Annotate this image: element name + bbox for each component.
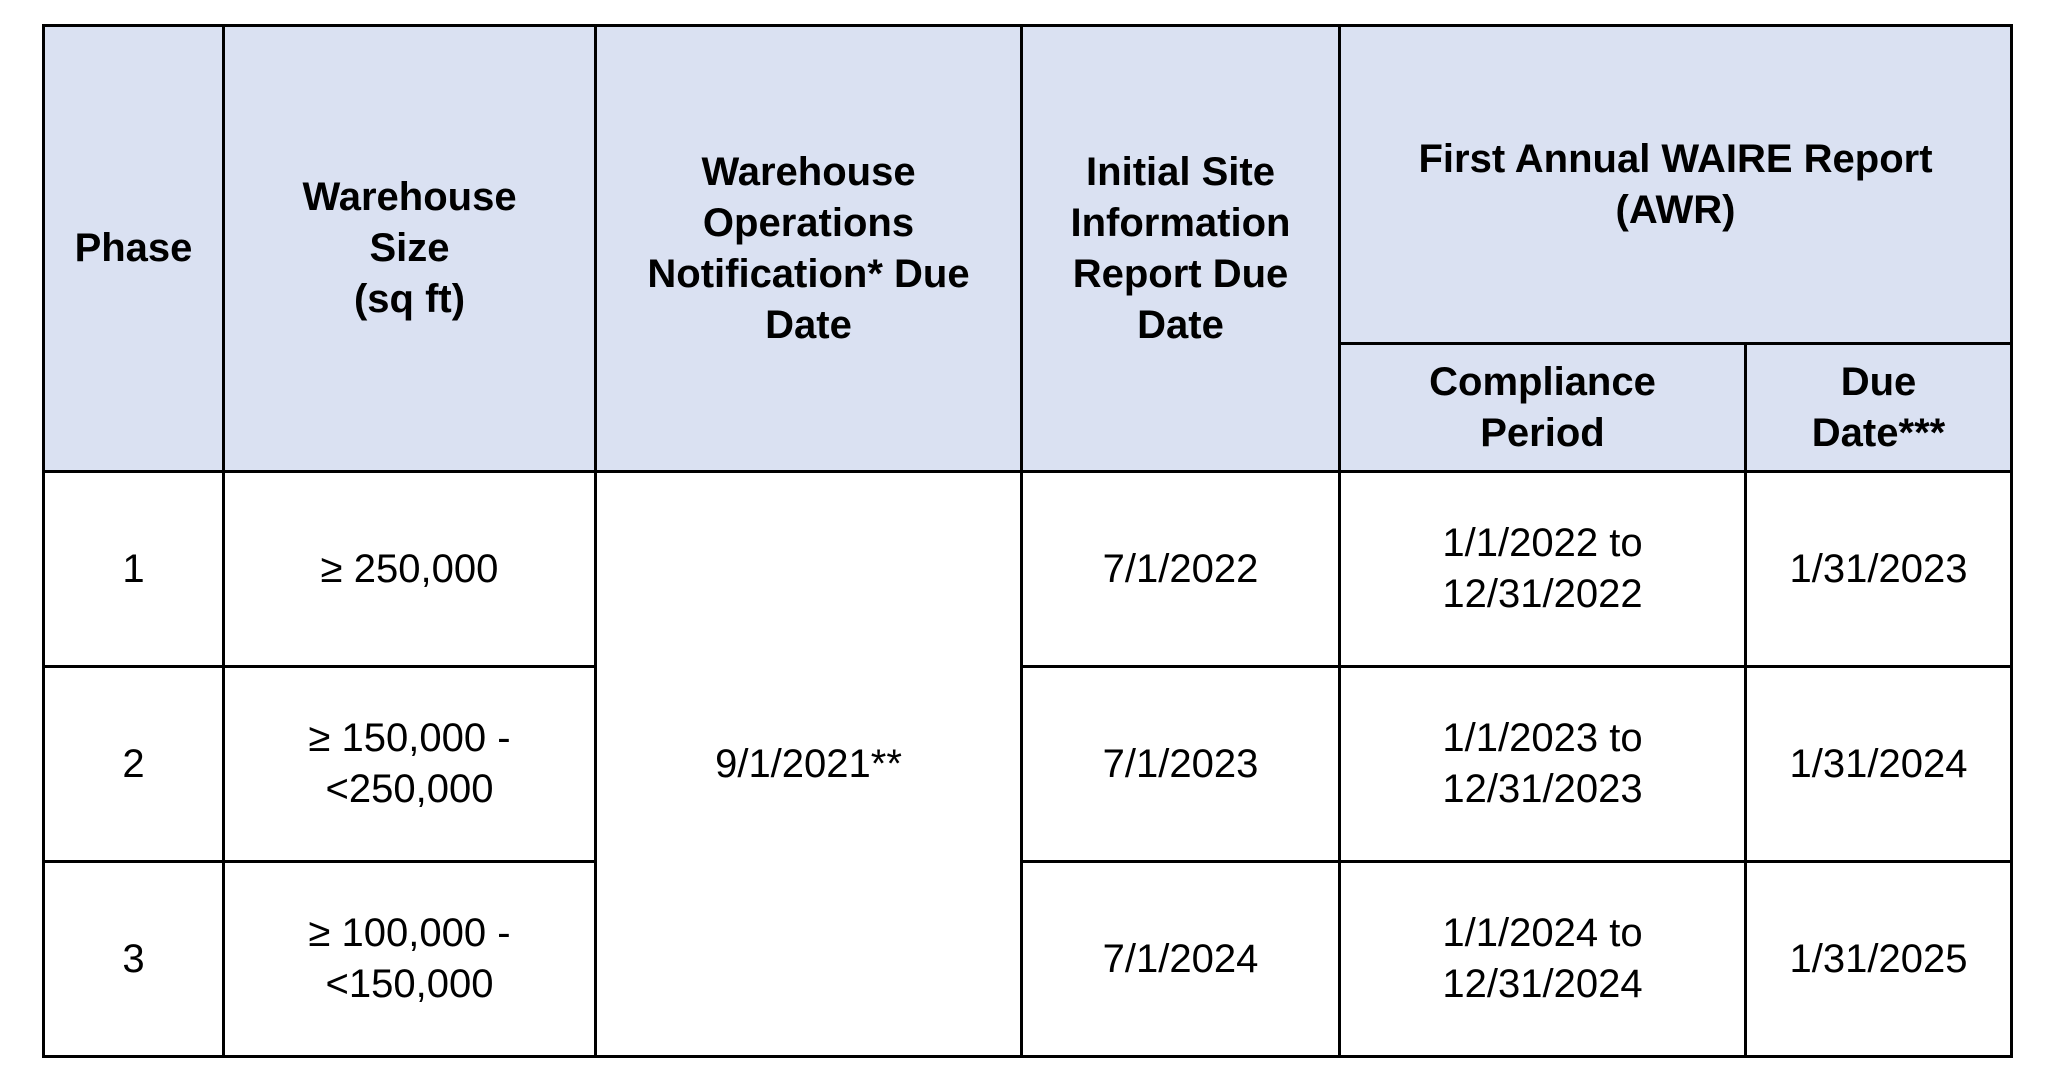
cell-phase: 1 — [44, 472, 224, 667]
cell-warehouse-size: ≥ 150,000 - <250,000 — [224, 667, 596, 862]
table-row — [44, 862, 2012, 1057]
cell-isir-due-date: 7/1/2022 — [1022, 472, 1340, 667]
cell-won-due-date: 9/1/2021** — [596, 472, 1022, 1057]
header-row — [44, 26, 2012, 344]
cell-compliance-period: 1/1/2022 to 12/31/2022 — [1340, 472, 1746, 667]
cell-isir-due-date: 7/1/2023 — [1022, 667, 1340, 862]
cell-isir-due-date: 7/1/2024 — [1022, 862, 1340, 1057]
header-compliance-period: Compliance Period — [1340, 344, 1746, 472]
cell-awr-due-date: 1/31/2024 — [1746, 667, 2012, 862]
table-row — [44, 667, 2012, 862]
cell-warehouse-size: ≥ 250,000 — [224, 472, 596, 667]
compliance-schedule-table — [42, 24, 2013, 1058]
header-isir-due-date: Initial Site Information Report Due Date — [1022, 26, 1340, 472]
table-body — [44, 472, 2012, 1057]
table-row — [44, 472, 2012, 667]
header-won-due-date: Warehouse Operations Notification* Due Date — [596, 26, 1022, 472]
header-first-annual-waire-report: First Annual WAIRE Report (AWR) — [1340, 26, 2012, 344]
header-awr-due-date: Due Date*** — [1746, 344, 2012, 472]
table-header — [44, 26, 2012, 472]
header-warehouse-size: Warehouse Size (sq ft) — [224, 26, 596, 472]
header-phase: Phase — [44, 26, 224, 472]
cell-awr-due-date: 1/31/2023 — [1746, 472, 2012, 667]
cell-compliance-period: 1/1/2023 to 12/31/2023 — [1340, 667, 1746, 862]
cell-phase: 2 — [44, 667, 224, 862]
cell-warehouse-size: ≥ 100,000 - <150,000 — [224, 862, 596, 1057]
cell-phase: 3 — [44, 862, 224, 1057]
cell-compliance-period: 1/1/2024 to 12/31/2024 — [1340, 862, 1746, 1057]
cell-awr-due-date: 1/31/2025 — [1746, 862, 2012, 1057]
